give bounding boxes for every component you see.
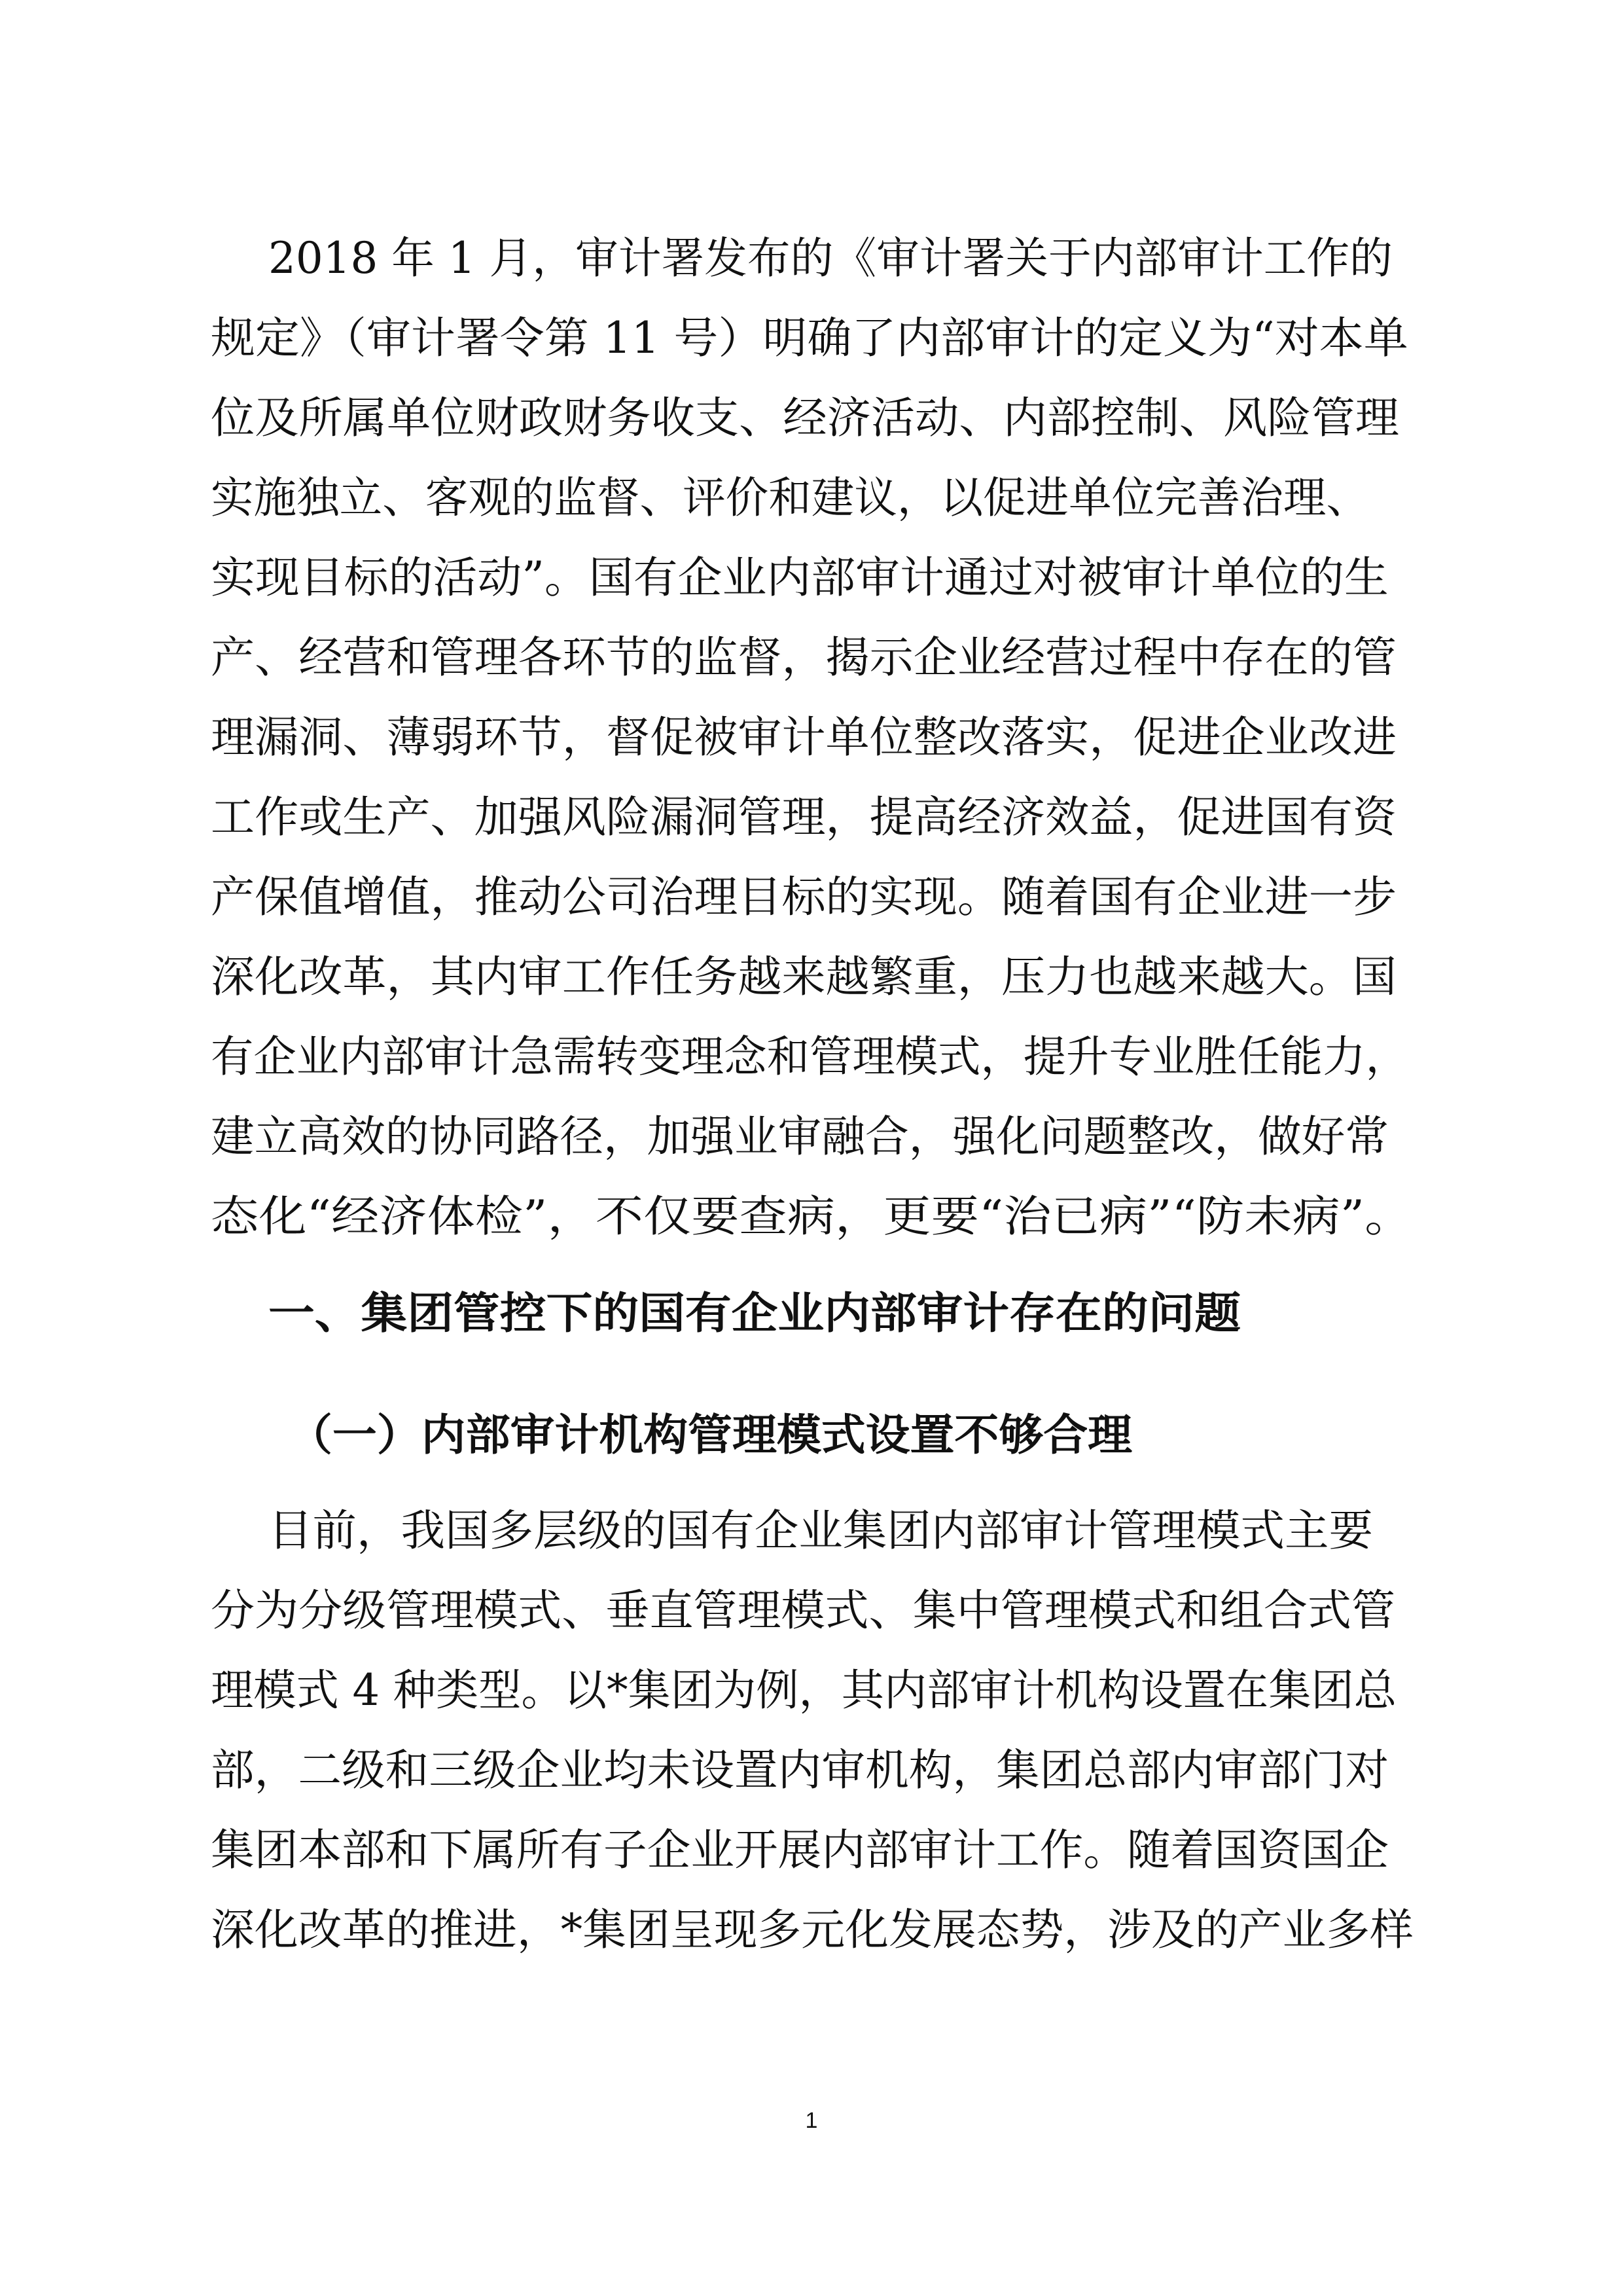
- text-line: 深化改革，其内审工作任务越来越繁重，压力也越来越大。国: [211, 952, 1397, 1002]
- text-line: 态化“经济体检”，不仅要查病，更要“治已病”“防未病”。: [211, 1191, 1413, 1242]
- text-line: 产保值增值，推动公司治理目标的实现。随着国有企业进一步: [211, 872, 1397, 922]
- text-line: 位及所属单位财政财务收支、经济活动、内部控制、风险管理: [211, 393, 1399, 443]
- subsection-heading: （一）内部审计机构管理模式设置不够合理: [288, 1410, 1132, 1460]
- text-line: 规定》（审计署令第 11 号）明确了内部审计的定义为“对本单: [211, 313, 1408, 363]
- text-line: 建立高效的协同路径，加强业审融合，强化问题整改，做好常: [211, 1111, 1389, 1162]
- text-line: 产、经营和管理各环节的监督，揭示企业经营过程中存在的管: [211, 632, 1397, 683]
- text-line: 深化改革的推进，*集团呈现多元化发展态势，涉及的产业多样: [211, 1905, 1414, 1955]
- text-line: 实现目标的活动”。国有企业内部审计通过对被审计单位的生: [211, 552, 1389, 603]
- section-heading: 一、集团管控下的国有企业内部审计存在的问题: [268, 1288, 1241, 1338]
- text-line: 目前，我国多层级的国有企业集团内部审计管理模式主要: [268, 1505, 1373, 1556]
- text-line: 理漏洞、薄弱环节，督促被审计单位整改落实，促进企业改进: [211, 712, 1397, 762]
- text-line: 集团本部和下属所有子企业开展内部审计工作。随着国资国企: [211, 1825, 1389, 1875]
- text-line: 理模式 4 种类型。以*集团为例，其内部审计机构设置在集团总: [211, 1665, 1397, 1715]
- text-line: 实施独立、客观的监督、评价和建议，以促进单位完善治理、: [211, 473, 1369, 523]
- text-line: 2018 年 1 月，审计署发布的《审计署关于内部审计工作的: [268, 233, 1393, 283]
- text-line: 分为分级管理模式、垂直管理模式、集中管理模式和组合式管: [211, 1585, 1395, 1636]
- text-line: 有企业内部审计急需转变理念和管理模式，提升专业胜任能力，: [211, 1031, 1408, 1082]
- text-line: 部，二级和三级企业均未设置内审机构，集团总部内审部门对: [211, 1745, 1389, 1795]
- text-line: 工作或生产、加强风险漏洞管理，提高经济效益，促进国有资: [211, 792, 1397, 842]
- page-number: 1: [805, 2108, 818, 2133]
